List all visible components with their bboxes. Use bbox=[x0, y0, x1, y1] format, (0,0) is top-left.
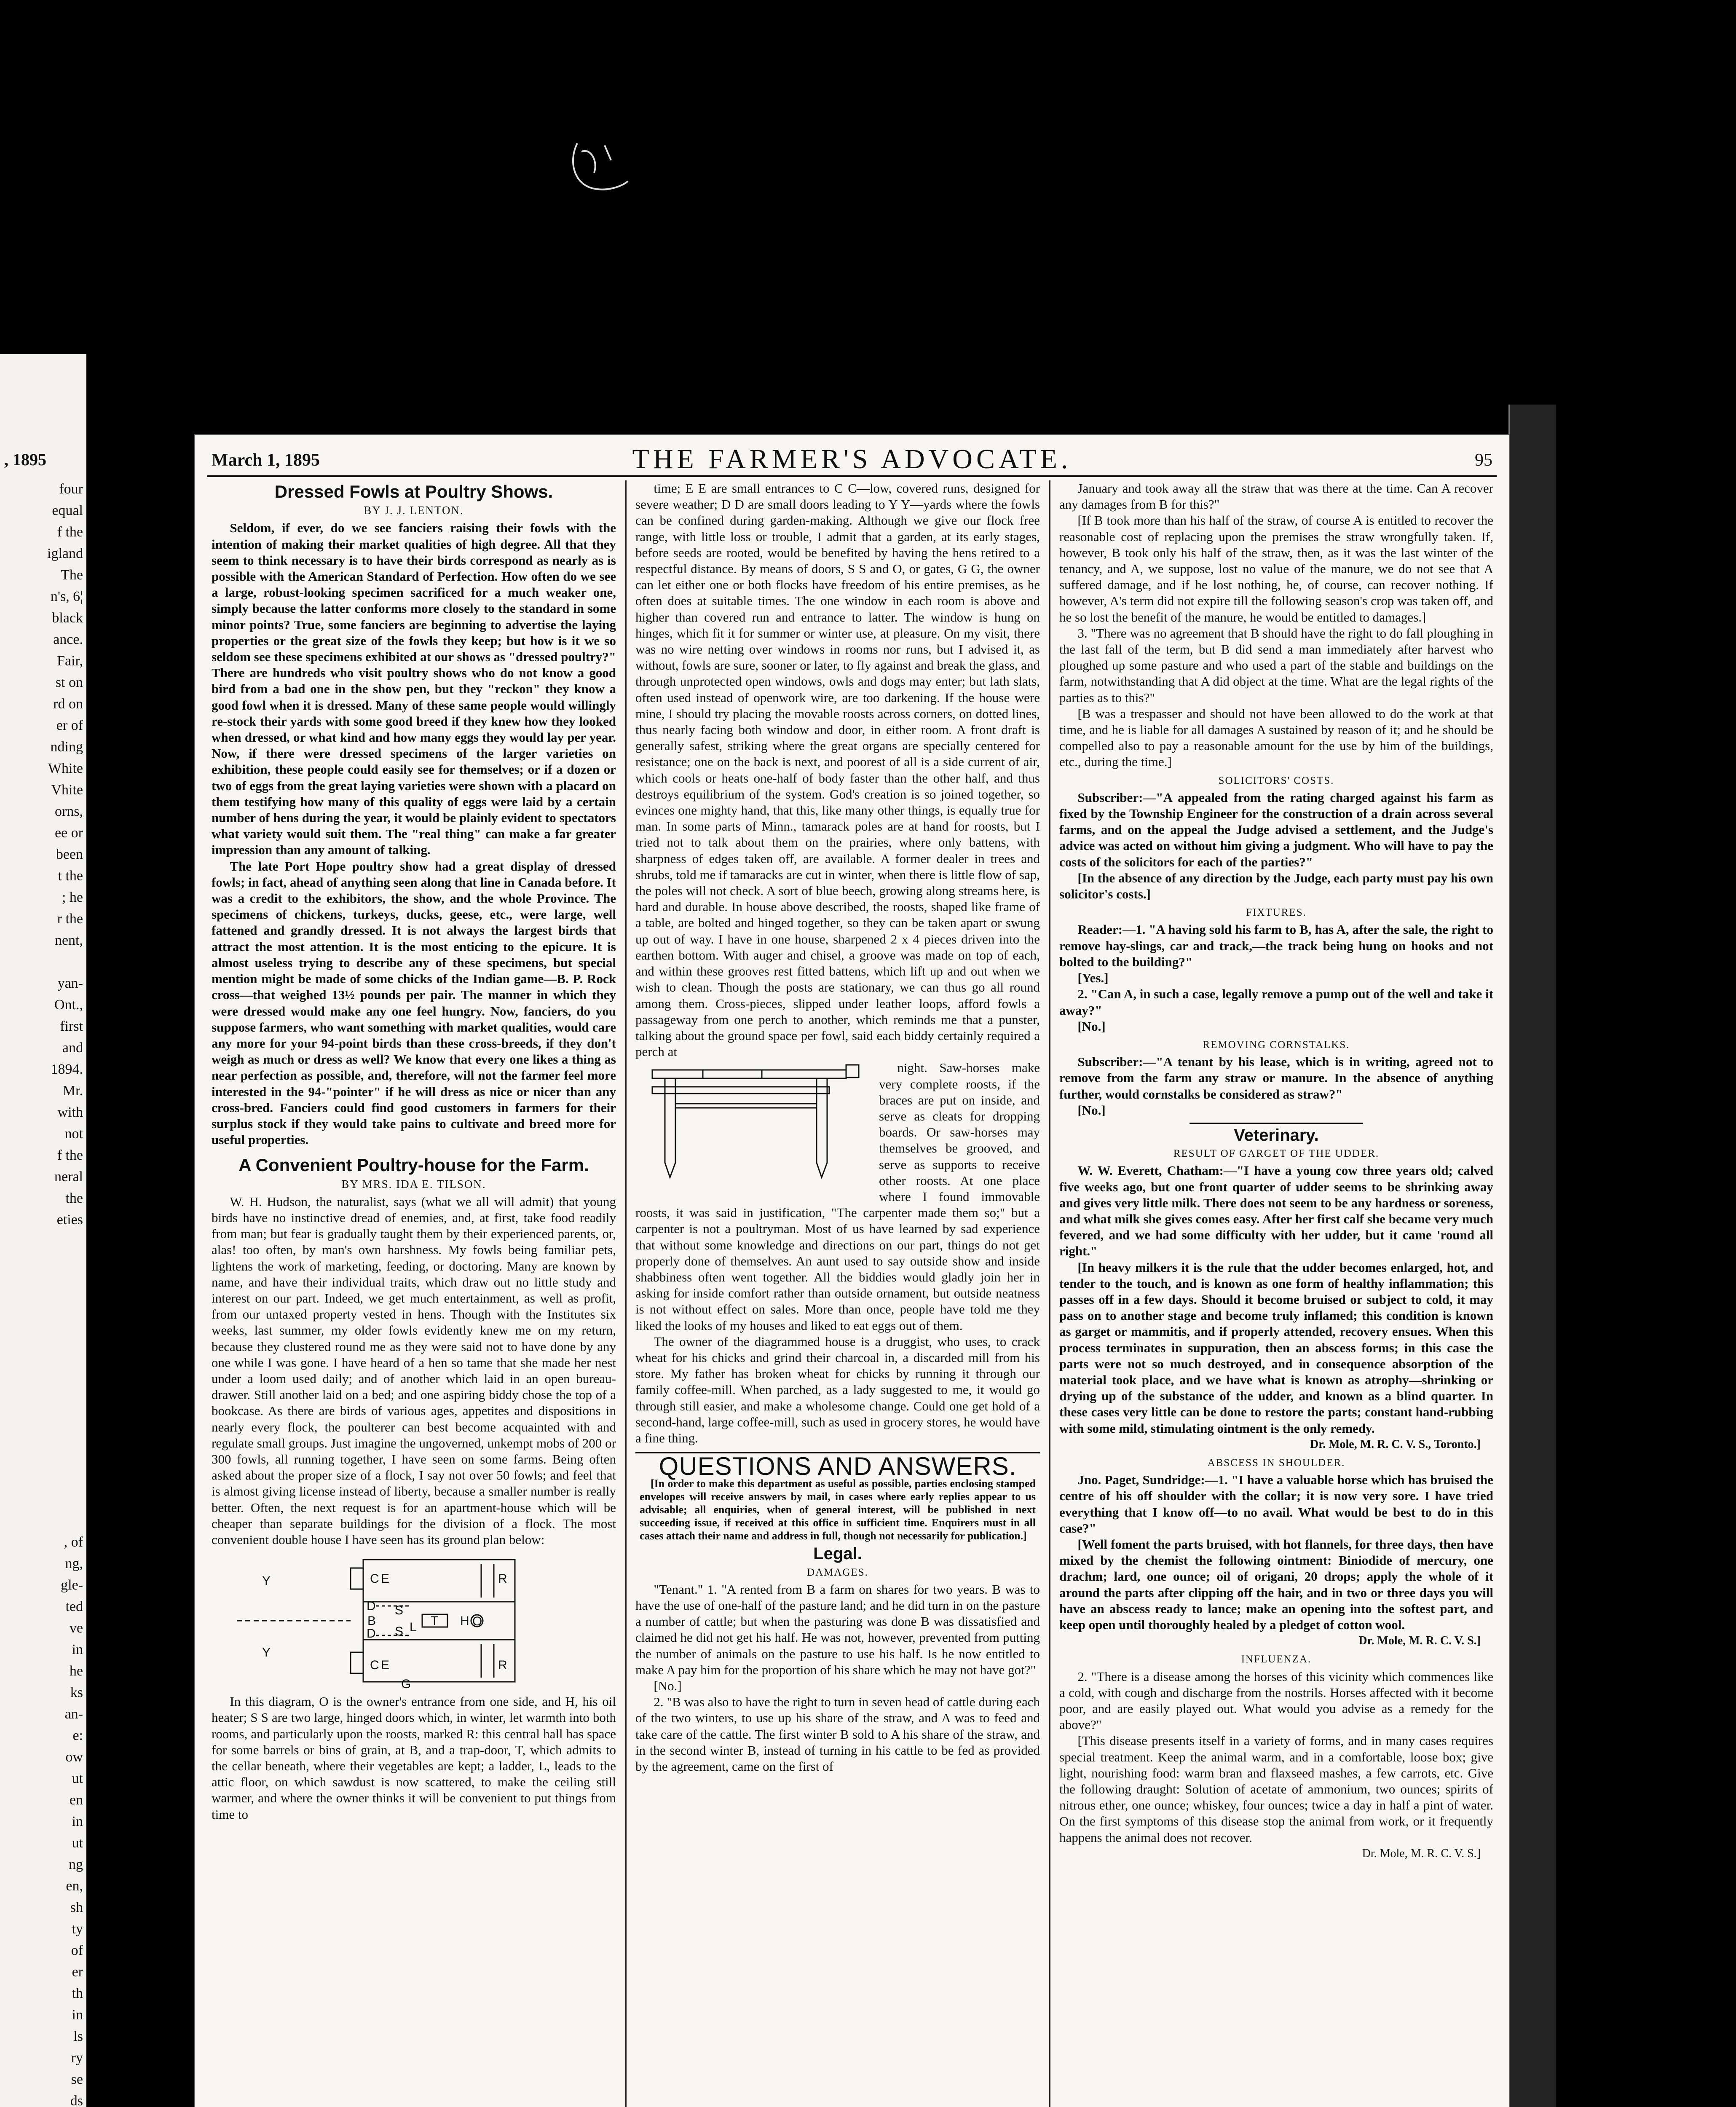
column-3 bbox=[1059, 480, 1493, 2107]
facing-page-edge bbox=[0, 354, 86, 2107]
facing-page-fragment: not bbox=[64, 1126, 83, 1142]
question-text: 2. "Can A, in such a case, legally remove a pump out of the well and take it away?" bbox=[1059, 986, 1493, 1018]
facing-page-fragment: e: bbox=[72, 1728, 83, 1743]
column-divider bbox=[1049, 480, 1050, 2107]
question-text: Subscriber:—"A appealed from the rating charged against his farm as fixed by the Township Engineer for the construction of a drain across several farms, and on the appeal the Judge advised a settlement, and the Judge's advice was acted on without him giving a judgment. Who will have to pay the costs of the solicitors for each of the parties?" bbox=[1059, 790, 1493, 869]
facing-page-fragment: ks bbox=[70, 1685, 83, 1700]
facing-page-fragment: orns, bbox=[54, 804, 83, 819]
facing-page-fragment: he bbox=[69, 1663, 83, 1679]
facing-page-fragment: ted bbox=[65, 1599, 83, 1614]
facing-page-fragment: nent, bbox=[54, 933, 83, 948]
facing-page-fragment: ng, bbox=[65, 1556, 83, 1571]
plan-label: L bbox=[410, 1620, 417, 1635]
article-paragraph: night. Saw-horses make very complete roosts, if the braces are put on inside, and serve as cleats for dropping boards. Or saw-horses may themselves be grooved, and serve as supports to receive other roosts. At one place where I found immovable roosts, it was said in justification, "The carpenter made them so;" but a carpenter is not a poultryman. Most of us have learned by sad experience that without some knowledge and directions on our part, things do not get properly done of themselves. An aunt used to say outside show and inside shabbiness often went together. All the biddies would gladly join her in asking for inside comfort rather than outside ornament, but outside neatness is not without effect on sales. More than once, people have told me they liked the looks of my houses and liked to eat eggs out of them. bbox=[635, 1060, 1040, 1333]
answer-text: [No.] bbox=[1077, 1019, 1106, 1034]
answer-text: [Well foment the parts bruised, with hot flannels, for three days, then have mixed by the chemist the following ointment: Biniodide of mercury, one drachm; lard, one ounce; oil of origani, 20 drops; apply the whole of it around the parts after clipping off the hair, and in two or three days you will have an abscess ready to lance; make an opening into the softest part, and keep open until thoroughly healed by a pledget of cotton wool. bbox=[1059, 1537, 1493, 1633]
plan-label: D bbox=[367, 1627, 376, 1641]
facing-page-fragment: with bbox=[57, 1104, 83, 1120]
facing-page-fragment: and bbox=[62, 1040, 83, 1056]
facing-page-fragment: in bbox=[72, 1814, 83, 1829]
facing-page-fragment: Vhite bbox=[51, 782, 83, 798]
plan-label: D bbox=[367, 1599, 376, 1614]
facing-page-fragment: se bbox=[71, 2072, 83, 2087]
plan-label: Y bbox=[262, 1646, 271, 1660]
plan-label: H bbox=[460, 1614, 469, 1628]
question-text: Subscriber:—"A tenant by his lease, which is in writing, agreed not to remove from the farm any straw or manure. In the absence of anything further, would cornstalks be considered as straw?" bbox=[1059, 1054, 1493, 1102]
subheading-solicitors-costs: SOLICITORS' COSTS. bbox=[1218, 775, 1334, 786]
facing-page-fragment: equal bbox=[52, 503, 83, 518]
byline-lenton: BY J. J. LENTON. bbox=[364, 504, 464, 517]
answer-text: [No.] bbox=[654, 1678, 682, 1694]
questions-and-answers-heading: QUESTIONS AND ANSWERS. bbox=[659, 1452, 1017, 1481]
plan-label: E bbox=[381, 1572, 390, 1586]
answer-text: [In heavy milkers it is the rule that the udder becomes enlarged, hot, and tender to the touch, and is known as one form of healthy inflammation; this passes off in a few days. Should it become bruised or subject to cold, it may pass on to another stage and become truly inflamed; this condition is known as garget or mammitis, and if properly attended, recovery ensues. When this process terminates in suppuration, then an abscess forms; in this case the parts were not so much destroyed, and in consequence absorption of the material took place, and we have what is known as atrophy—shrinking or drying up of the substance of the udder, and known as a blind quarter. In these cases very little can be done to restore the parts; constant hand-rubbing with some mild, stimulating ointment is the only remedy. bbox=[1059, 1260, 1493, 1436]
facing-page-fragment: nding bbox=[50, 739, 83, 755]
facing-page-fragment: t the bbox=[58, 868, 83, 884]
facing-page-fragment: first bbox=[60, 1019, 83, 1034]
plan-label: T bbox=[431, 1614, 439, 1628]
facing-page-fragment: ry bbox=[71, 2050, 83, 2066]
facing-page-fragment: in bbox=[72, 2007, 83, 2023]
facing-page-fragment: en, bbox=[66, 1878, 83, 1894]
question-text: 2. "B was also to have the right to turn in seven head of cattle during each of the two winters, to use up his share of the straw, and A was to feed and take care of the cattle. The first winter B sold to A his share of the straw, and in the second winter B, instead of turning in his cattle to be fed as provided by the agreement, came on the first of bbox=[635, 1694, 1040, 1774]
plan-label: C bbox=[370, 1572, 379, 1586]
facing-page-fragment: of bbox=[71, 1943, 83, 1958]
veterinary-heading: Veterinary. bbox=[1234, 1126, 1319, 1145]
facing-page-fragment: ng bbox=[69, 1857, 83, 1872]
roost-frame-illustration bbox=[635, 1062, 871, 1188]
plan-label: R bbox=[498, 1572, 507, 1586]
facing-page-fragment: yan- bbox=[57, 976, 83, 991]
article-paragraph: The late Port Hope poultry show had a great display of dressed fowls; in fact, ahead of anything seen along that line in Canada before. It was a credit to the exhibitors, the show, and the whole Province. The specimens of chickens, turkeys, ducks, geese, etc., were large, well fattened and grandly dressed. It is not always the largest birds that attract the most attention. It is the most enticing to the epicure. It is almost useless trying to describe any of these specimens, but special mention might be made of some chicks of the Indian game—B. P. Rock cross—that weighed 13½ pounds per pair. The manner in which they were dressed would make any one feel hungry. Now, fanciers, do you suppose farmers, who want something with market qualities, would care any more for your 94-point birds than these cross-breeds, if they don't weigh as much or dress as well? We know that every one likes a thing as near perfection as possible, and, therefore, will not the farmer feel more interested in the 94-"pointer" if he will dress as nice or nicer than any cross-bred. Fanciers could find good customers in farmers for their surplus stock if they would take pains to cultivate and breed more for useful properties. bbox=[212, 858, 616, 1147]
facing-page-fragment: ; he bbox=[62, 890, 83, 905]
question-text: Reader:—1. "A having sold his farm to B, has A, after the sale, the right to remove hay-slings, car and track,—the track being hung on hooks and not bolted to the building?" bbox=[1059, 922, 1493, 969]
facing-page-fragment: er of bbox=[56, 718, 83, 733]
facing-page-fragment: eties bbox=[56, 1212, 83, 1228]
book-spine bbox=[1508, 405, 1556, 2107]
byline-tilson: BY MRS. IDA E. TILSON. bbox=[341, 1177, 486, 1190]
plan-label: S bbox=[395, 1624, 404, 1639]
facing-page-fragment: ds bbox=[70, 2093, 83, 2107]
facing-page-fragment: n's, 6¦ bbox=[50, 589, 83, 604]
facing-page-fragment: in bbox=[72, 1642, 83, 1657]
plan-label: G bbox=[401, 1677, 411, 1691]
facing-page-fragment: ee or bbox=[54, 825, 83, 841]
plan-label: B bbox=[367, 1614, 376, 1628]
article-paragraph: W. H. Hudson, the naturalist, says (what we all will admit) that young birds have no instinctive dread of enemies, and, at first, take food readily from man; but fear is gradually taught them by their experienced parents, or, alas! too often, by man's own harshness. My fowls being familiar pets, lightens the work of marketing, feeding, or doctoring. Many are known by name, and have their individual traits, which draw out no little study and interest on our part. Indeed, we get much entertainment, as well as profit, from our untaxed property vested in hens. Though with the Institutes six weeks, last summer, my older fowls evidently knew me on my return, because they clustered round me as they were said not to have done by any one while I was gone. I have heard of a hen so tame that she made her nest under a loom used daily; and of another which laid in an open bureau-drawer. Still another laid on a bed; and one aspiring biddy chose the top of a bookcase. As there are birds of various ages, appetites and dispositions in nearly every flock, the poulterer can best become acquainted with and regulate small groups. Just imagine the ungoverned, unkempt mobs of 200 or 300 fowls, all running together, I have seen on some farms. Being often asked about the proper size of a flock, I say not over 50 fowls; and feel that is almost giving license instead of liberty, because a smaller number is really better. Often, the next request is for an apartment-house which will be cheaper than separate buildings for the division of a flock. The most convenient double house I have seen has its ground plan below: bbox=[212, 1194, 616, 1547]
facing-page-fragment: ut bbox=[72, 1771, 83, 1786]
answer-text: [If B took more than his half of the straw, of course A is entitled to recover the reasonable cost of replacing upon the premises the straw wrongfully taken. If, however, B took only his half of the straw, then, as it was the last winter of the tenancy, and A, we suppose, lost no value of the manure, we do not see that A suffered damage, and if he lost nothing, he, of course, can recover nothing. If however, A's term did not expire till the following season's crop was taken off, and he so lost the benefit of the manure, he would be entitled to damages.] bbox=[1059, 513, 1493, 625]
plan-label: R bbox=[498, 1658, 507, 1673]
facing-page-fragment: rd on bbox=[53, 696, 83, 712]
facing-page-fragment: The bbox=[61, 567, 83, 583]
subheading-abscess: ABSCESS IN SHOULDER. bbox=[1207, 1457, 1345, 1469]
masthead bbox=[195, 443, 1509, 473]
answer-text: January and took away all the straw that was there at the time. Can A recover any damages from B for this?" bbox=[1059, 481, 1493, 512]
poultry-house-ground-plan bbox=[224, 1551, 603, 1690]
facing-page-fragment: f the bbox=[57, 1147, 83, 1163]
facing-page-fragment: igland bbox=[47, 546, 83, 561]
subheading-garget: RESULT OF GARGET OF THE UDDER. bbox=[1173, 1148, 1380, 1160]
facing-page-fragment: neral bbox=[54, 1169, 83, 1185]
column-divider bbox=[625, 480, 627, 2107]
question-text: "Tenant." 1. "A rented from B a farm on shares for two years. B was to have the use of one-half of the pasture land; and he did turn in on the pasture a number of cattle; but when the pasturing was done B was dissatisfied and claimed he did not get his half. He was not, however, prevented from putting the number of animals on the pasture to use his half. Is he now entitled to make A pay him for the proportion of his share which he may not have got?" bbox=[635, 1582, 1040, 1677]
article-paragraph: In this diagram, O is the owner's entrance from one side, and H, his oil heater; S S are two large, hinged doors which, in winter, let warmth into both rooms, and particularly upon the roosts, marked R: this central hall has space for some barrels or bins of grain, at B, and a trap-door, T, which admits to the cellar beneath, where their vegetables are kept; a ladder, L, leads to the attic floor, on which sawdust is now scattered, to make the ceiling still warmer, and where the owner thinks it will be convenient to put things from time to bbox=[212, 1694, 616, 1822]
question-text: Jno. Paget, Sundridge:—1. "I have a valuable horse which has bruised the centre of his off shoulder with the collar; it is now very sore. I have tried everything that I know off—to no avail. What would be best to do in this case?" bbox=[1059, 1472, 1493, 1536]
facing-page-fragment: en bbox=[69, 1792, 83, 1808]
plan-label: Y bbox=[262, 1574, 271, 1588]
facing-page-fragment: Ont., bbox=[54, 997, 83, 1013]
answer-text: [In the absence of any direction by the Judge, each party must pay his own solicitor's costs.] bbox=[1059, 870, 1493, 902]
facing-page-fragment: 1894. bbox=[51, 1062, 83, 1077]
plan-label: C bbox=[370, 1658, 379, 1673]
question-text: 2. "There is a disease among the horses of this vicinity which commences like a cold, with cough and discharge from the nostrils. Horses affected with it become poor, and are easily played out. What would you advise as a remedy for the above?" bbox=[1059, 1669, 1493, 1732]
subheading-fixtures: FIXTURES. bbox=[1246, 907, 1307, 919]
facing-page-fragment: ls bbox=[73, 2029, 83, 2044]
facing-page-fragment: ance. bbox=[53, 632, 83, 647]
legal-heading: Legal. bbox=[813, 1544, 862, 1563]
plan-label: O bbox=[472, 1614, 482, 1629]
facing-page-fragment: th bbox=[72, 1986, 83, 2001]
column-1 bbox=[212, 480, 616, 2107]
subheading-influenza: INFLUENZA. bbox=[1241, 1654, 1312, 1665]
facing-page-fragment: White bbox=[48, 761, 83, 776]
facing-page-fragment: er bbox=[72, 1964, 83, 1980]
answer-text: [No.] bbox=[1077, 1102, 1106, 1118]
answer-text: [B was a trespasser and should not have been allowed to do the work at that time, and he is liable for all damages A sustained by reason of it; and he should be compelled also to pay a reasonable amount for the use by him of the buildings, etc., during the time.] bbox=[1059, 706, 1493, 769]
facing-page-fragment: st on bbox=[55, 675, 83, 690]
article-paragraph: The owner of the diagrammed house is a druggist, who uses, to crack wheat for his chicks and grind their charcoal in, a discarded mill from his store. My father has broken wheat for chicks by running it through our family coffee-mill. When parched, as a lady suggested to me, it would go through still easier, and make a wholesome change. Could one get hold of a second-hand, large coffee-mill, such as used in grocery stores, he would have a fine thing. bbox=[635, 1334, 1040, 1445]
pencil-mark-icon bbox=[565, 135, 636, 198]
newspaper-title: THE FARMER'S ADVOCATE. bbox=[632, 444, 1072, 474]
facing-page-fragment: f the bbox=[57, 524, 83, 540]
question-text: W. W. Everett, Chatham:—"I have a young cow three years old; calved five weeks ago, but one front quarter of udder seems to be shrinking away and gives very little milk. There does not seem to be any hardness or soreness, and what milk she gives comes easy. After her first calf she became very much fevered, and we had some difficulty with her udder, but it came 'round all right." bbox=[1059, 1163, 1493, 1259]
facing-page-fragment: ow bbox=[65, 1749, 83, 1765]
article-title-poultry-house: A Convenient Poultry-house for the Farm. bbox=[238, 1155, 589, 1175]
editorial-note: [In order to make this department as useful as possible, parties enclosing stamped envelopes will receive answers by mail, in cases where early replies appear to us advisable; all enquiries, when of general interest, will be published in next succeeding issue, if received at this office in sufficient time. Enquirers must in all cases attach their name and address in full, though not necessarily for publication.] bbox=[640, 1477, 1036, 1542]
newspaper-page bbox=[194, 434, 1510, 2107]
facing-page-fragment: ty bbox=[72, 1921, 83, 1937]
page-number: 95 bbox=[1475, 450, 1492, 470]
facing-page-fragment: ve bbox=[69, 1620, 83, 1636]
issue-date: March 1, 1895 bbox=[212, 450, 320, 470]
facing-page-fragment: four bbox=[59, 481, 83, 497]
article-title-dressed-fowls: Dressed Fowls at Poultry Shows. bbox=[274, 482, 553, 501]
article-paragraph: time; E E are small entrances to C C—low, covered runs, designed for severe weather; D D are small doors leading to Y Y—yards where the fowls can be confined during garden-making. Although we give our flock free range, with little loss or trouble, I admit that a garden, at its early stages, before seeds are rooted, would be benefited by having the hens retired to a respectful distance. By means of doors, S S and O, or gates, G G, the owner can let either one or both flocks have freedom of his entire premises, as he often does at suitable times. The one window in each room is above and higher than covered run and entrance to latter. The window is hung on hinges, which fit it for summer or winter use, at pleasure. On my visit, there was no wire netting over windows in rooms nor runs, but I advised it, as without, fowls are sure, sooner or later, to fly against and break the glass, and through unprotected open windows, owls and dogs may enter; but lath slats, often used instead of openwork wire, are too darkening. If the house were mine, I should try placing the movable roosts across corners, on dotted lines, thus nearly facing both window and door, in either room. A front draft is generally safest, striking where the great organs are specially centered for resistance; one on the back is next, and poorest of all is a side current of air, which cools or heats one-half of body faster than the other half, and thus destroys equilibrium of the system. God's creation is so joined together, so evinces one mighty hand, that this, like many other things, is equally true for man. In some parts of Minn., tamarack poles are at hand for roosts, but I tried not to talk about them on the prairies, where only battens, with sharpness of edges taken off, are available. A former dealer in trees and shrubs, told me if tamaracks are cut in winter, when there is little flow of sap, the poles will not check. A sort of blue beech, growing along streams here, is hard and durable. In house above described, the roosts, shaped like frame of a table, are bolted and hinged together, so they can be taken apart or swung up out of way. I have in one house, sharpened 2 x 4 pieces driven into the earthen bottom. With auger and chisel, a groove was made on top of each, and within these grooves rest fitted battens, which lift up and out when we wish to clean. Though the posts are stationary, we can thus go all round among them. Cross-pieces, slipped under leather loops, afford fowls a passageway from one perch to another, which reminds me that a punster, talking about the ground space per fowl, said each biddy certainly required a perch at bbox=[635, 481, 1040, 1059]
facing-page-date: , 1895 bbox=[4, 450, 46, 469]
facing-page-fragment: an- bbox=[64, 1706, 83, 1722]
plan-label: E bbox=[381, 1658, 390, 1673]
facing-page-fragment: Mr. bbox=[62, 1083, 83, 1099]
facing-page-fragment: r the bbox=[57, 911, 83, 927]
facing-page-fragment: gle- bbox=[61, 1577, 83, 1593]
answer-signature: Dr. Mole, M. R. C. V. S.] bbox=[1362, 1847, 1481, 1860]
facing-page-fragment: ut bbox=[72, 1835, 83, 1851]
subheading-damages: DAMAGES. bbox=[807, 1566, 868, 1578]
facing-page-fragment: the bbox=[65, 1190, 83, 1206]
answer-signature: Dr. Mole, M. R. C. V. S., Toronto.] bbox=[1310, 1437, 1481, 1451]
answer-signature: Dr. Mole, M. R. C. V. S.] bbox=[1358, 1634, 1481, 1648]
facing-page-fragment: , of bbox=[64, 1534, 83, 1550]
facing-page-fragment: Fair, bbox=[57, 653, 83, 669]
column-2 bbox=[635, 480, 1040, 2107]
question-text: 3. "There was no agreement that B should have the right to do fall ploughing in the last fall of the term, but B did send a man immediately after harvest who ploughed up some pasture and who used a part of the stable and buildings on the farm, notwithstanding that A did object at the time. What are the legal rights of the parties as to this?" bbox=[1059, 625, 1493, 705]
facing-page-fragment: been bbox=[56, 847, 83, 862]
subheading-removing-cornstalks: REMOVING CORNSTALKS. bbox=[1203, 1039, 1350, 1051]
article-paragraph: Seldom, if ever, do we see fanciers raising their fowls with the intention of making their market qualities of high degree. All that they seem to think necessary is to have their birds correspond as nearly as is possible with the American Standard of Perfection. How often do we see a large, robust-looking specimen sacrificed for a much weaker one, simply because the latter conforms more closely to the standard in some minor points? True, some fanciers are beginning to advertise the laying properties or the great size of the fowls they keep; but how is it we so seldom see these specimens exhibited at our shows as "dressed poultry?" There are hundreds who visit poultry shows who do not know a good bird from a bad one in the show pen, but they "reckon" they know a good fowl when it is dressed. Many of these same people would willingly re-stock their yards with some good breed if they knew how they looked when dressed, or what kind and how many eggs they would lay per year. Now, if there were dressed specimens of the larger varieties on exhibition, these people could easily see for themselves; or if a dozen or two of eggs from the great laying varieties were shown with a placard on them testifying how many of this quality of eggs were laid by a certain number of hens during the year, it would be plainly evident to spectators what variety would suit them. The "real thing" can make a far greater impression than any amount of talking. bbox=[212, 520, 616, 858]
masthead-rule bbox=[207, 475, 1497, 477]
facing-page-fragment: black bbox=[52, 610, 83, 626]
facing-page-fragment: sh bbox=[70, 1900, 83, 1915]
answer-text: [This disease presents itself in a variety of forms, and in many cases requires special treatment. Keep the animal warm, and in a comfortable, loose box; give light, nourishing food: warm bran and flaxseed mashes, a few carrots, etc. Give the following draught: Solution of acetate of ammonium, two ounces; spirits of nitrous ether, one ounce; whiskey, four ounces; twice a day in half a pint of water. On the first symptoms of this disease stop the animal from work, or it frequently happens the animal does not recover. bbox=[1059, 1733, 1493, 1845]
answer-text: [Yes.] bbox=[1077, 970, 1109, 986]
plan-label: S bbox=[395, 1603, 404, 1618]
